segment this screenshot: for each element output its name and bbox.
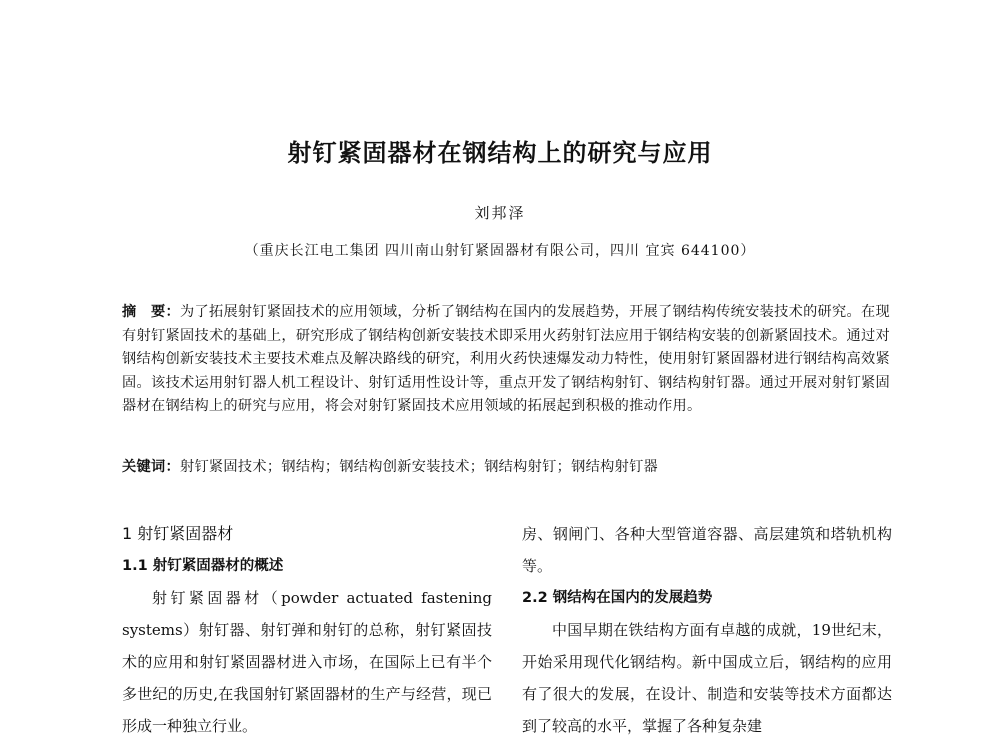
keywords-text: 射钉紧固技术；钢结构；钢结构创新安装技术；钢结构射钉；钢结构射钉器 [179, 459, 659, 475]
abstract-text: 为了拓展射钉紧固技术的应用领域，分析了钢结构在国内的发展趋势，开展了钢结构传统安装技术的研究。在现有射钉紧固技术的基础上，研究形成了钢结构创新安装技术即采用火药射钉法应用于钢结构安装的创新紧固技术。通过对钢结构创新安装技术主要技术难点及解决路线的研究，利用火药快速爆发动力特性，使用射钉紧固器材进行钢结构高效紧固。该技术运用射钉器人机工程设计、射钉适用性设计等，重点开发了钢结构射钉、钢结构射钉器。通过开展对射钉紧固器材在钢结构上的研究与应用，将会对射钉紧固技术应用领域的拓展起到积极的推动作用。 [122, 304, 891, 415]
section-1-1-heading: 1.1 射钉紧固器材的概述 [122, 558, 284, 574]
right-column [522, 518, 892, 742]
author-name: 刘邦泽 [474, 204, 526, 222]
section-1-1-paragraph: 射钉紧固器材（powder actuated fastening systems）射钉器、射钉弹和射钉的总称，射钉紧固技术的应用和射钉紧固器材进入市场，在国际上已有半个多世纪的历史,在我国射钉紧固器材的生产与经营，现已形成一种独立行业。 [122, 589, 492, 735]
keywords-label: 关键词： [122, 459, 180, 475]
author-affiliation: （重庆长江电工集团 四川南山射钉紧固器材有限公司，四川 宜宾 644100） [244, 243, 756, 259]
left-column [122, 518, 492, 742]
section-1-heading: 1 射钉紧固器材 [122, 524, 234, 543]
abstract-block [122, 301, 890, 419]
section-2-2-heading: 2.2 钢结构在国内的发展趋势 [522, 590, 713, 606]
keywords-block [122, 456, 890, 480]
paper-title: 射钉紧固器材在钢结构上的研究与应用 [287, 139, 713, 167]
abstract-label: 摘 要： [122, 304, 180, 320]
section-2-2-paragraph: 中国早期在铁结构方面有卓越的成就，19世纪末，开始采用现代化钢结构。新中国成立后，钢结构的应用有了很大的发展，在设计、制造和安装等技术方面都达到了较高的水平，掌握了各种复杂建 [522, 621, 892, 735]
continued-paragraph: 房、钢闸门、各种大型管道容器、高层建筑和塔轨机构等。 [522, 525, 892, 575]
